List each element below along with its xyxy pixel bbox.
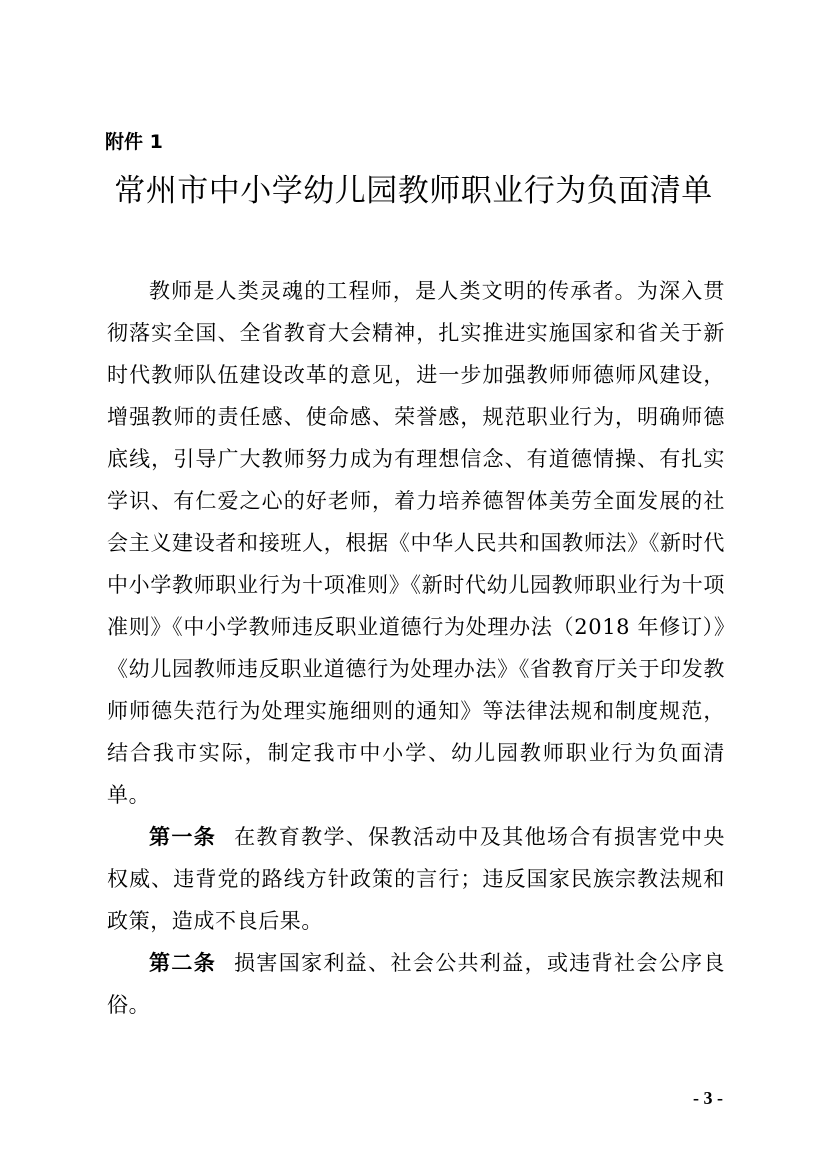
page-number: - 3 - (693, 1088, 723, 1108)
article-heading-1: 第一条 (149, 825, 217, 849)
article-paragraph-2 (107, 942, 725, 1026)
article-text-1: 在教育教学、保教活动中及其他场合有损害党中央权威、违背党的路线方针政策的言行；违反国家民族宗教法规和政策，造成不良后果。 (107, 825, 725, 933)
attachment-label: 附件 1 (105, 131, 163, 153)
document-body (107, 270, 725, 1026)
article-paragraph-1 (107, 816, 725, 942)
document-title: 常州市中小学幼儿园教师职业行为负面清单 (114, 173, 713, 209)
article-heading-2: 第二条 (149, 951, 217, 975)
article-text-2: 损害国家利益、社会公共利益，或违背社会公序良俗。 (107, 951, 725, 1017)
intro-paragraph: 教师是人类灵魂的工程师，是人类文明的传承者。为深入贯彻落实全国、全省教育大会精神，扎实推进实施国家和省关于新时代教师队伍建设改革的意见，进一步加强教师师德师风建设，增强教师的责任感、使命感、荣誉感，规范职业行为，明确师德底线，引导广大教师努力成为有理想信念、有道德情操、有扎实学识、有仁爱之心的好老师，着力培养德智体美劳全面发展的社会主义建设者和接班人，根据《中华人民共和国教师法》《新时代中小学教师职业行为十项准则》《新时代幼儿园教师职业行为十项准则》《中小学教师违反职业道德行为处理办法（2018 年修订）》《幼儿园教师违反职业道德行为处理办法》《省教育厅关于印发教师师德失范行为处理实施细则的通知》等法律法规和制度规范，结合我市实际，制定我市中小学、幼儿园教师职业行为负面清单。 (107, 279, 725, 807)
